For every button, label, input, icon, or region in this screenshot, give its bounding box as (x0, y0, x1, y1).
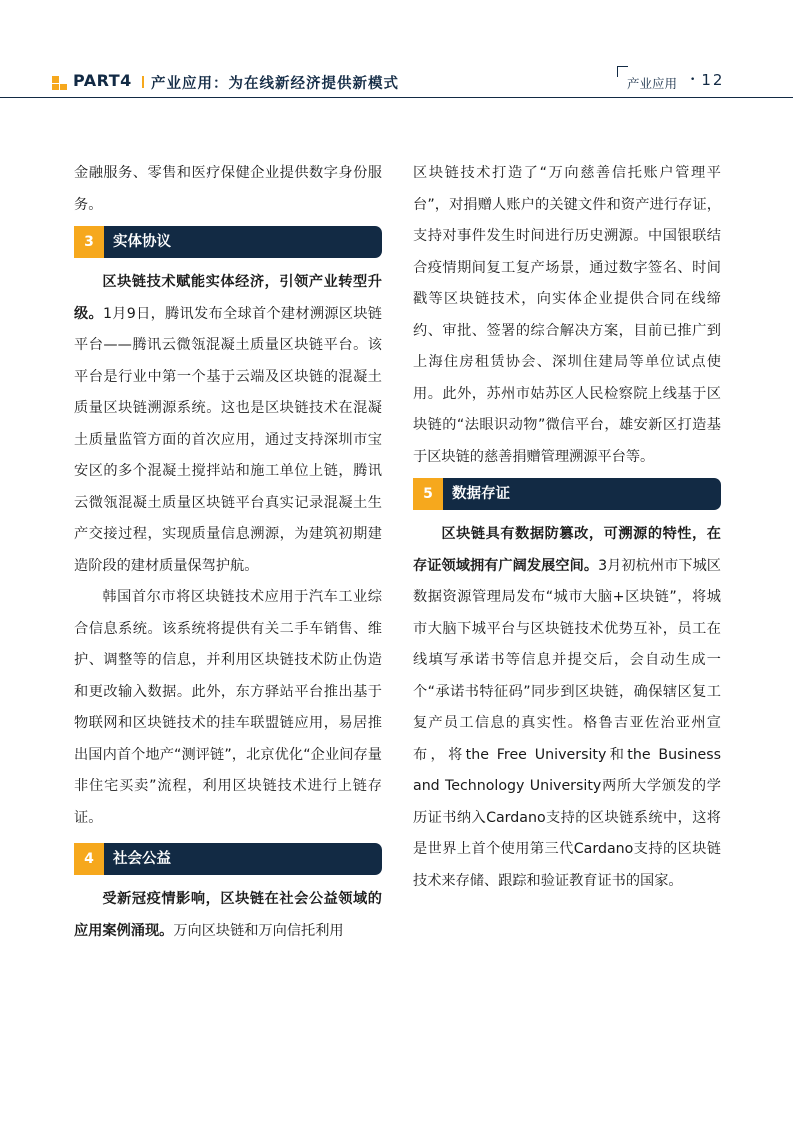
section-5-title: 数据存证 (452, 486, 510, 502)
page-number-value: 12 (701, 71, 725, 89)
part-label: PART4 (73, 71, 132, 90)
section-3-number: 3 (74, 226, 104, 258)
header-rule (0, 97, 793, 98)
section-5-body: 3月初杭州市下城区数据资源管理局发布“城市大脑+区块链”，将城市大脑下城平台与区块链技术优势互补，员工在线填写承诺书等信息并提交后，会自动生成一个“承诺书特征码”同步到区块链，确保辖区复工复产员工信息的真实性。格鲁吉亚佐治亚州宣布，将the Free University和the Business and Technology University两所大学颁发的学历证书纳入Cardano支持的区块链系统中，这将是世界上首个使用第三代Cardano支持的区块链技术来存储、跟踪和验证教育证书的国家。 (413, 557, 721, 889)
section-4-body: 万向区块链和万向信托利用 (173, 922, 344, 939)
left-column (74, 158, 382, 947)
section-5-paragraph (413, 519, 721, 897)
section-4-number: 4 (74, 843, 104, 875)
section-5-lead: 区块链具有数据防篡改，可溯源的特性，在存证领域拥有广阔发展空间。 (413, 526, 721, 574)
section-4-lead: 受新冠疫情影响，区块链在社会公益领域的应用案例涌现。 (74, 891, 382, 939)
section-4-title: 社会公益 (113, 851, 171, 867)
section-5-header (413, 478, 721, 510)
section-3-title: 实体协议 (113, 234, 171, 250)
section-4-header (74, 843, 382, 875)
section-4-paragraph (74, 884, 382, 947)
page-header (0, 62, 793, 98)
intro-paragraph: 金融服务、零售和医疗保健企业提供数字身份服务。 (74, 165, 382, 213)
logo-squares-icon (52, 76, 68, 90)
continued-paragraph: 区块链技术打造了“万向慈善信托账户管理平台”，对捐赠人账户的关键文件和资产进行存证，支持对事件发生时间进行历史溯源。中国银联结合疫情期间复工复产场景，通过数字签名、时间戳等区块链技术，向实体企业提供合同在线缔约、审批、签署的综合解决方案，目前已推广到上海住房租赁协会、深圳住建局等单位试点使用。此外，苏州市姑苏区人民检察院上线基于区块链的“法眼识动物”微信平台，雄安新区打造基于区块链的慈善捐赠管理溯源平台等。 (413, 165, 721, 465)
part-title: 产业应用：为在线新经济提供新模式 (151, 76, 399, 92)
section-3-paragraph-1 (74, 267, 382, 582)
part-separator (142, 76, 144, 88)
section-3-body: 1月9日，腾讯发布全球首个建材溯源区块链平台——腾讯云微瓴混凝土质量区块链平台。该平台是行业中第一个基于云端及区块链的混凝土质量区块链溯源系统。这也是区块链技术在混凝土质量监管方面的首次应用，通过支持深圳市宝安区的多个混凝土搅拌站和施工单位上链，腾讯云微瓴混凝土质量区块链平台真实记录混凝土生产交接过程，实现质量信息溯源，为建筑初期建造阶段的建材质量保驾护航。 (74, 305, 382, 574)
right-column (413, 158, 721, 897)
section-5-number: 5 (413, 478, 443, 510)
section-3-paragraph-2: 韩国首尔市将区块链技术应用于汽车工业综合信息系统。该系统将提供有关二手车销售、维护、调整等的信息，并利用区块链技术防止伪造和更改输入数据。此外，东方驿站平台推出基于物联网和区块链技术的挂车联盟链应用，易居推出国内首个地产“测评链”，北京优化“企业间存量非住宅买卖”流程，利用区块链技术进行上链存证。 (74, 589, 382, 826)
section-3-lead: 区块链技术赋能实体经济，引领产业转型升级。 (74, 274, 382, 322)
section-name: 产业应用 (627, 76, 678, 91)
page-dot: • (690, 75, 698, 85)
page-number (690, 71, 724, 89)
section-3-header (74, 226, 382, 258)
